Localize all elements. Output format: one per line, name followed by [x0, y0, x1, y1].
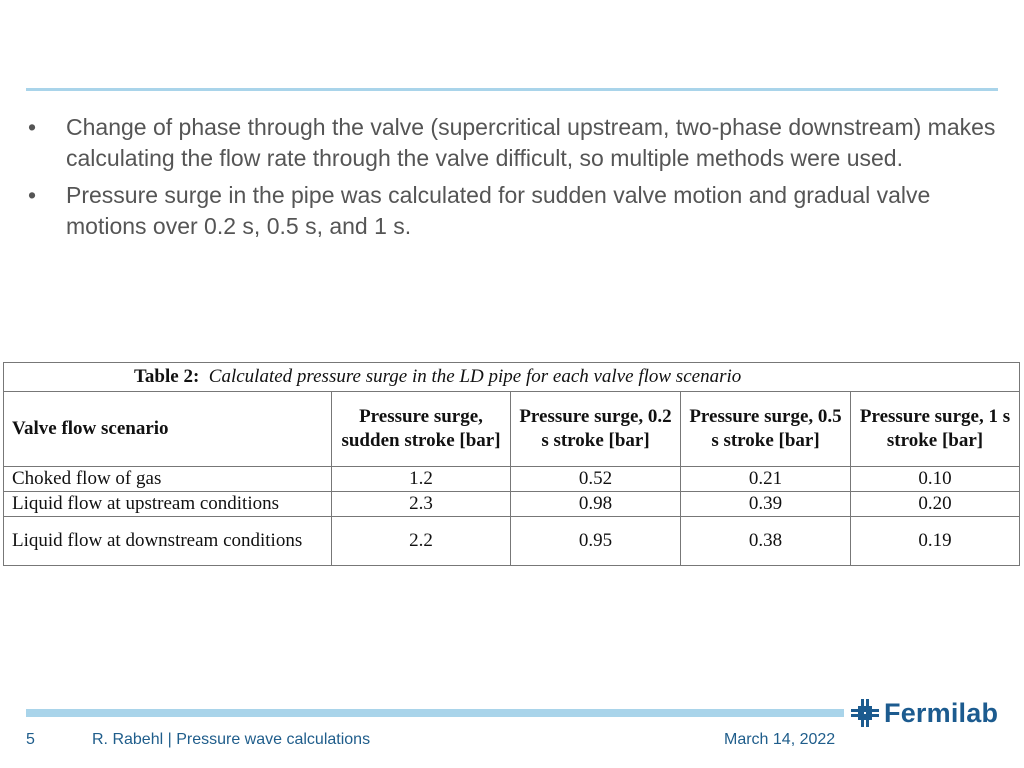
value-cell: 1.2	[332, 467, 511, 492]
footer-date: March 14, 2022	[724, 731, 836, 748]
table-caption-label: Table 2:	[134, 366, 200, 387]
column-header: Pressure surge, 0.5 s stroke [bar]	[681, 392, 851, 467]
bullet-item	[26, 112, 1016, 174]
header-divider	[26, 88, 998, 91]
value-cell: 0.39	[681, 492, 851, 517]
value-cell: 0.98	[511, 492, 681, 517]
table-header-row	[4, 392, 1020, 467]
logo-text: Fermilab	[884, 697, 999, 728]
footer-divider	[26, 709, 844, 717]
value-cell: 0.52	[511, 467, 681, 492]
scenario-cell: Choked flow of gas	[4, 467, 332, 492]
bullet-text: Pressure surge in the pipe was calculated for sudden valve motion and gradual valve motions over 0.2 s, 0.5 s, and 1 s.	[66, 182, 931, 239]
bullet-dot-icon: •	[27, 114, 37, 140]
value-cell: 0.21	[681, 467, 851, 492]
value-cell: 0.38	[681, 517, 851, 566]
table-container	[3, 362, 1019, 566]
value-cell: 2.3	[332, 492, 511, 517]
value-cell: 2.2	[332, 517, 511, 566]
value-cell: 0.20	[851, 492, 1020, 517]
footer-author-title: R. Rabehl | Pressure wave calculations	[92, 731, 371, 748]
bullet-list	[26, 112, 1016, 248]
column-header: Pressure surge, 1 s stroke [bar]	[851, 392, 1020, 467]
value-cell: 0.95	[511, 517, 681, 566]
bullet-text: Change of phase through the valve (supercritical upstream, two-phase downstream) makes calculating the flow rate through the valve difficult, so multiple methods were used.	[66, 114, 996, 171]
table-caption-text: Calculated pressure surge in the LD pipe for each valve flow scenario	[208, 366, 742, 387]
pressure-surge-table	[3, 362, 1020, 566]
bullet-dot-icon: •	[27, 182, 37, 208]
value-cell: 0.10	[851, 467, 1020, 492]
table-row	[4, 467, 1020, 492]
value-cell: 0.19	[851, 517, 1020, 566]
table-row	[4, 517, 1020, 566]
column-header: Pressure surge, sudden stroke [bar]	[332, 392, 511, 467]
bullet-item	[26, 180, 1016, 242]
fermilab-logo	[851, 697, 998, 729]
scenario-cell: Liquid flow at downstream conditions	[4, 517, 332, 566]
page-number: 5	[26, 731, 35, 748]
scenario-cell: Liquid flow at upstream conditions	[4, 492, 332, 517]
column-header: Pressure surge, 0.2 s stroke [bar]	[511, 392, 681, 467]
fermilab-logo-icon	[851, 699, 879, 727]
table-caption	[4, 363, 1020, 392]
column-header: Valve flow scenario	[4, 392, 332, 467]
table-row	[4, 492, 1020, 517]
